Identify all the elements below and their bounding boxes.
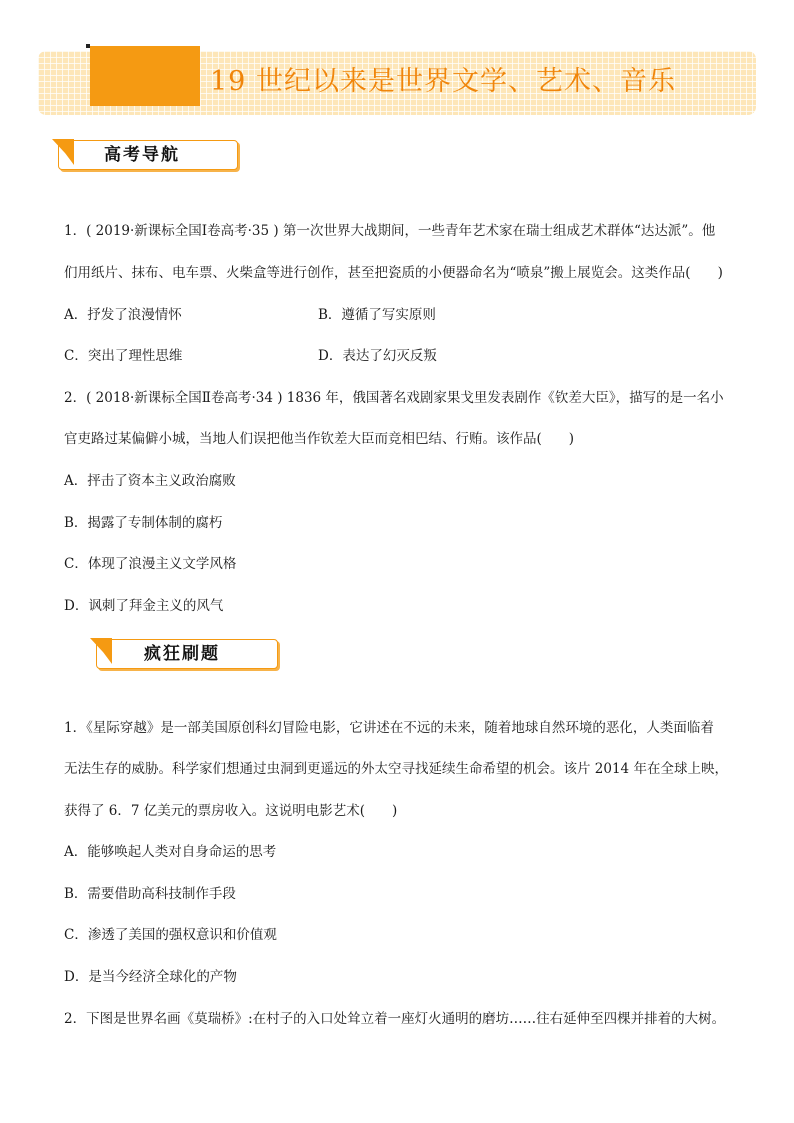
option-text: 抒发了浪漫情怀 — [87, 307, 182, 323]
option-text: 遵循了写实原则 — [341, 307, 436, 323]
option-b — [318, 305, 436, 325]
option-b — [64, 884, 236, 904]
section-label-gaokao: 高考导航 — [104, 145, 180, 165]
option-letter: B． — [318, 307, 342, 323]
option-d — [64, 967, 237, 987]
question-text-line: 2．( 2018·新课标全国Ⅱ卷高考·34 ) 1836 年，俄国著名戏剧家果戈里发表剧作《钦差大臣》，描写的是一名小 — [64, 390, 724, 406]
option-letter: C． — [64, 927, 88, 943]
option-text: 表达了幻灭反叛 — [342, 348, 437, 364]
option-c — [64, 925, 277, 945]
option-text: 能够唤起人类对自身命运的思考 — [87, 844, 277, 860]
option-letter: D． — [64, 598, 89, 614]
option-letter: C． — [64, 556, 88, 572]
option-text: 抨击了资本主义政治腐败 — [87, 473, 236, 489]
question-text-line: 官吏路过某偏僻小城，当地人们误把他当作钦差大臣而竞相巴结、行贿。该作品( ) — [64, 431, 575, 447]
option-d — [64, 596, 223, 616]
option-letter: B． — [64, 515, 88, 531]
question-text-line: 2．下图是世界名画《莫瑞桥》:在村子的入口处耸立着一座灯火通明的磨坊……往右延伸至四棵并排着的大树。 — [64, 1011, 726, 1027]
option-a — [64, 305, 182, 325]
option-letter: A． — [64, 307, 88, 323]
option-letter: B． — [64, 886, 88, 902]
option-letter: D． — [64, 969, 89, 985]
option-text: 体现了浪漫主义文学风格 — [87, 556, 237, 572]
option-text: 是当今经济全球化的产物 — [88, 969, 237, 985]
section-label-practice: 疯狂刷题 — [144, 644, 220, 664]
option-text: 需要借助高科技制作手段 — [87, 886, 236, 902]
option-letter: A． — [64, 473, 88, 489]
option-a — [64, 471, 236, 491]
option-letter: D． — [318, 348, 343, 364]
option-letter: C． — [64, 348, 88, 364]
option-letter: A． — [64, 844, 88, 860]
option-c — [64, 346, 182, 366]
question-text-line: 获得了 6．7 亿美元的票房收入。这说明电影艺术( ) — [64, 803, 398, 819]
question-text-line: 1．( 2019·新课标全国Ⅰ卷高考·35 ) 第一次世界大战期间，一些青年艺术家在瑞士组成艺术群体“达达派”。他 — [64, 223, 716, 239]
option-text: 突出了理性思维 — [87, 348, 183, 364]
option-text: 渗透了美国的强权意识和价值观 — [87, 927, 277, 943]
banner-orange-block — [90, 46, 200, 106]
question-text-line: 们用纸片、抹布、电车票、火柴盒等进行创作，甚至把瓷质的小便器命名为“喷泉”搬上展览会。这类作品( ) — [64, 265, 723, 281]
option-a — [64, 842, 276, 862]
option-d — [318, 346, 437, 366]
option-c — [64, 554, 236, 574]
question-text-line: 1．《星际穿越》是一部美国原创科幻冒险电影，它讲述在不远的未来，随着地球自然环境的恶化，人类面临着 — [64, 720, 714, 736]
page-title: 19 世纪以来是世界文学、艺术、音乐 — [210, 66, 676, 97]
question-text-line: 无法生存的威胁。科学家们想通过虫洞到更遥远的外太空寻找延续生命希望的机会。该片 2014 年在全球上映， — [64, 761, 728, 777]
option-text: 讽刺了拜金主义的风气 — [88, 598, 224, 614]
option-b — [64, 513, 222, 533]
option-text: 揭露了专制体制的腐朽 — [87, 515, 223, 531]
